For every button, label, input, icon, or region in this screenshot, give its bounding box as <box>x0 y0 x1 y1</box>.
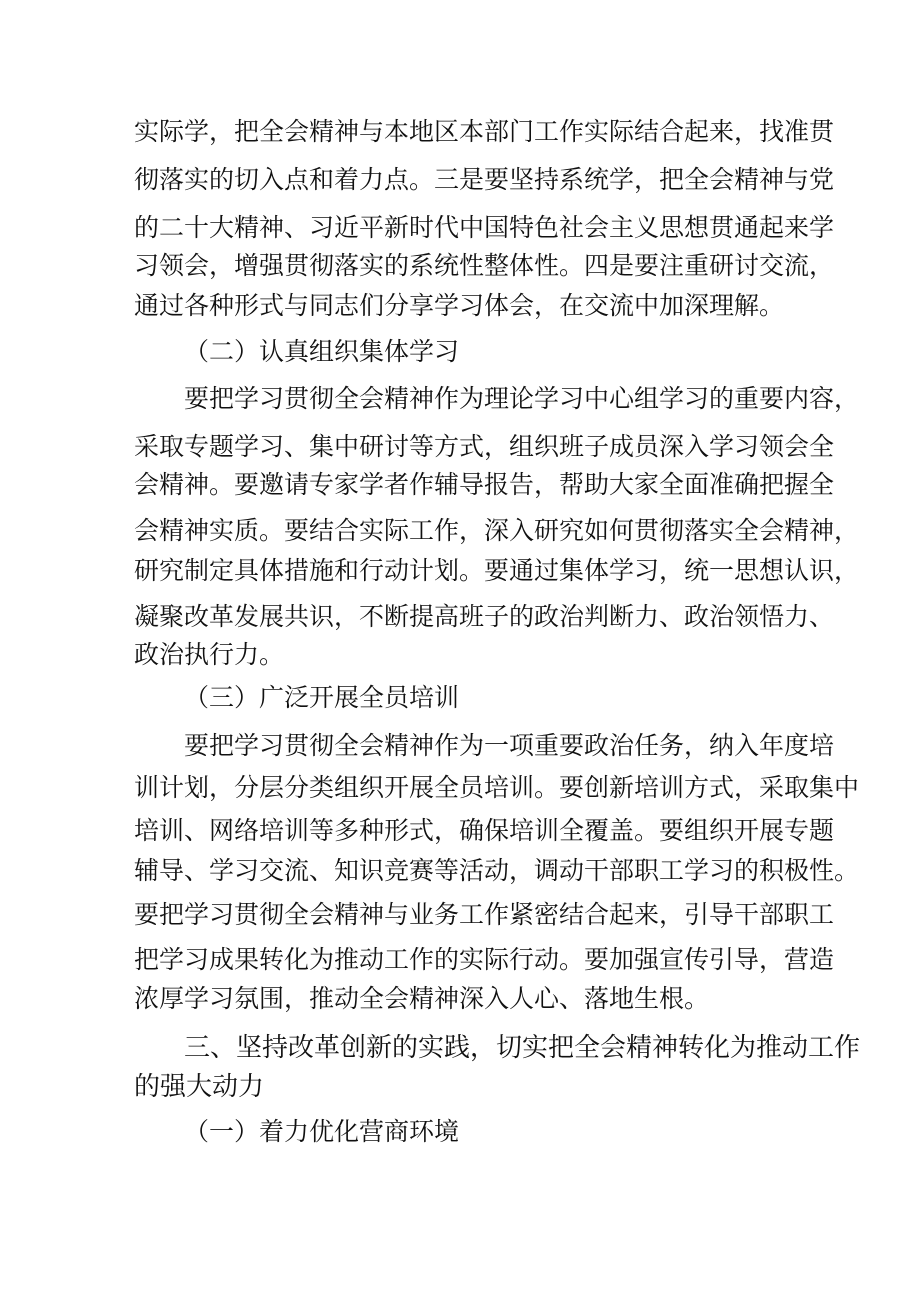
body-text-line: 政治执行力。 <box>134 640 285 669</box>
body-text-line: 要把学习贯彻全会精神与业务工作紧密结合起来，引导干部职工 <box>134 900 835 929</box>
body-text-line: 训计划，分层分类组织开展全员培训。要创新培训方式，采取集中 <box>134 773 860 802</box>
body-text-line: 的二十大精神、习近平新时代中国特色社会主义思想贯通起来学 <box>134 213 835 242</box>
body-text-line: 彻落实的切入点和着力点。三是要坚持系统学，把全会精神与党 <box>134 165 835 194</box>
body-text-line: 采取专题学习、集中研讨等方式，组织班子成员深入学习领会全 <box>134 432 835 461</box>
body-text-line: 会精神实质。要结合实际工作，深入研究如何贯彻落实全会精神， <box>134 516 860 545</box>
body-text-line: 习领会，增强贯彻落实的系统性整体性。四是要注重研讨交流， <box>134 251 835 280</box>
section-heading: 三、坚持改革创新的实践，切实把全会精神转化为推动工作 <box>184 1033 861 1063</box>
body-text-line: 培训、网络培训等多种形式，确保培训全覆盖。要组织开展专题 <box>134 816 835 845</box>
body-text-line: 要把学习贯彻全会精神作为一项重要政治任务，纳入年度培 <box>184 731 835 760</box>
body-text-line: 研究制定具体措施和行动计划。要通过集体学习，统一思想认识， <box>134 556 860 585</box>
section-subheading: （三）广泛开展全员培训 <box>184 683 460 712</box>
body-text-line: 把学习成果转化为推动工作的实际行动。要加强宣传引导，营造 <box>134 945 835 974</box>
body-text-line: 通过各种形式与同志们分享学习体会，在交流中加深理解。 <box>134 291 785 320</box>
body-text-line: 会精神。要邀请专家学者作辅导报告，帮助大家全面准确把握全 <box>134 470 835 499</box>
body-text-line: 实际学，把全会精神与本地区本部门工作实际结合起来，找准贯 <box>134 117 835 146</box>
section-subheading: （一）着力优化营商环境 <box>184 1117 460 1146</box>
body-text-line: 凝聚改革发展共识，不断提高班子的政治判断力、政治领悟力、 <box>134 602 835 631</box>
body-text-line: 浓厚学习氛围，推动全会精神深入人心、落地生根。 <box>134 984 710 1013</box>
body-text-line: 要把学习贯彻全会精神作为理论学习中心组学习的重要内容， <box>184 384 860 413</box>
body-text-line: 辅导、学习交流、知识竞赛等活动，调动干部职工学习的积极性。 <box>134 856 860 885</box>
section-subheading: （二）认真组织集体学习 <box>184 337 460 366</box>
section-heading-continued: 的强大动力 <box>134 1072 265 1102</box>
